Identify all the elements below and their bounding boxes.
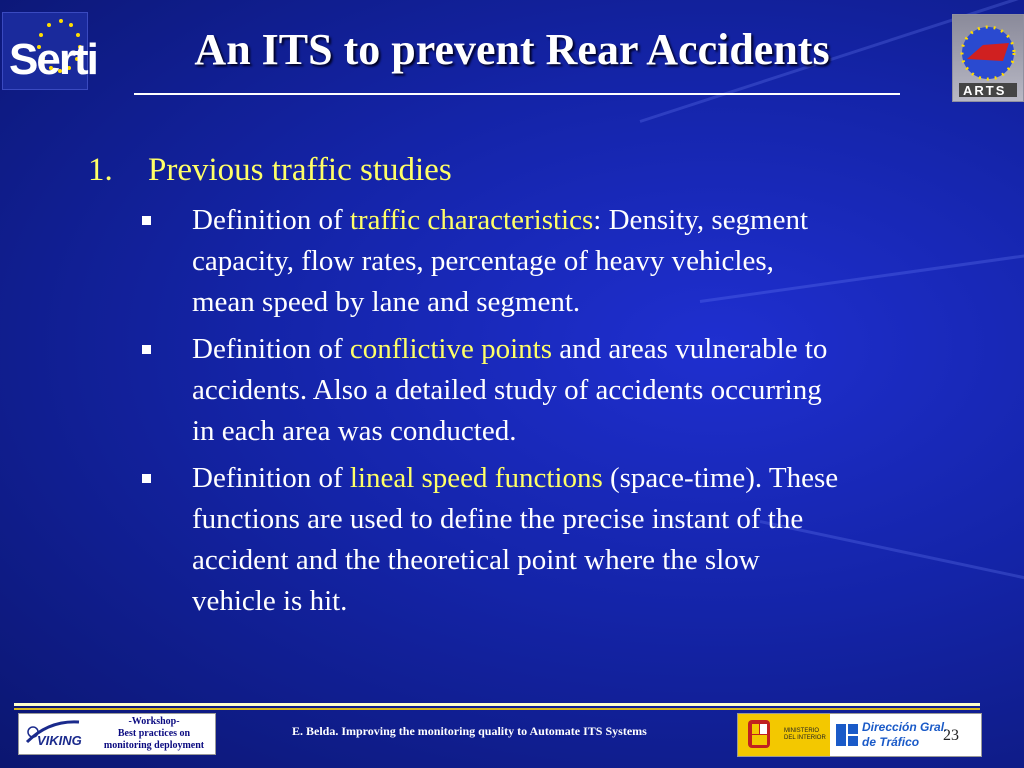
- footer-citation: E. Belda. Improving the monitoring quality to Automate ITS Systems: [292, 724, 647, 738]
- dgt-line: Dirección Gral.: [862, 720, 948, 734]
- bullet-highlight: traffic characteristics: [349, 204, 594, 236]
- dgt-line: de Tráfico: [862, 735, 920, 749]
- slide-content: [88, 148, 948, 622]
- ministerio-text: [784, 728, 826, 742]
- footer-divider: [14, 708, 980, 710]
- dgt-logo-icon: [836, 722, 858, 748]
- bullet-prefix: Definition of: [192, 333, 350, 365]
- bullet-item: [88, 200, 842, 323]
- bullet-text: (space-time). These functions are used to define the precise instant of the accident and the theoretical point where the slow vehicle is hit.: [192, 462, 839, 617]
- slide-title: An ITS to prevent Rear Accidents: [194, 25, 830, 74]
- viking-logo-text: VIKING: [37, 733, 82, 748]
- viking-logo: [19, 714, 93, 754]
- workshop-line: monitoring deployment: [103, 740, 205, 751]
- footer-divider: [14, 703, 980, 706]
- dgt-text: [862, 720, 947, 750]
- ministerio-line: DEL INTERIOR: [784, 735, 826, 741]
- bullet-square-icon: [142, 474, 151, 483]
- item-number: 1.: [88, 152, 113, 188]
- arts-logo: [952, 14, 1024, 102]
- bullet-square-icon: [142, 345, 151, 354]
- bullet-text: : Density, segment capacity, flow rates, percentage of heavy vehicles, mean speed by lane and segment.: [192, 204, 809, 318]
- bullet-highlight: lineal speed functions: [349, 462, 603, 494]
- page-number: 23: [943, 727, 959, 744]
- arts-logo-text: ARTS: [963, 83, 1007, 98]
- ministerio-logo: [738, 714, 830, 756]
- ministerio-line: MINISTERIO: [784, 728, 820, 734]
- title-underline: [134, 93, 900, 95]
- viking-workshop-logo: [18, 713, 216, 755]
- workshop-line: Best practices on: [117, 728, 191, 739]
- bullet-prefix: Definition of: [192, 462, 350, 494]
- numbered-item: [88, 148, 948, 192]
- bullet-text: and areas vulnerable to accidents. Also a detailed study of accidents occurring in each area was conducted.: [192, 333, 828, 447]
- spanish-coat-of-arms-icon: [738, 714, 782, 756]
- workshop-line: -Workshop-: [128, 716, 180, 727]
- item-title: Previous traffic studies: [148, 152, 452, 188]
- serti-logo-text: Serti: [9, 35, 97, 84]
- bullet-highlight: conflictive points: [349, 333, 553, 365]
- workshop-text: [93, 716, 215, 752]
- bullet-prefix: Definition of: [192, 204, 350, 236]
- bullet-square-icon: [142, 216, 151, 225]
- bullet-item: [88, 458, 842, 622]
- bullet-item: [88, 329, 842, 452]
